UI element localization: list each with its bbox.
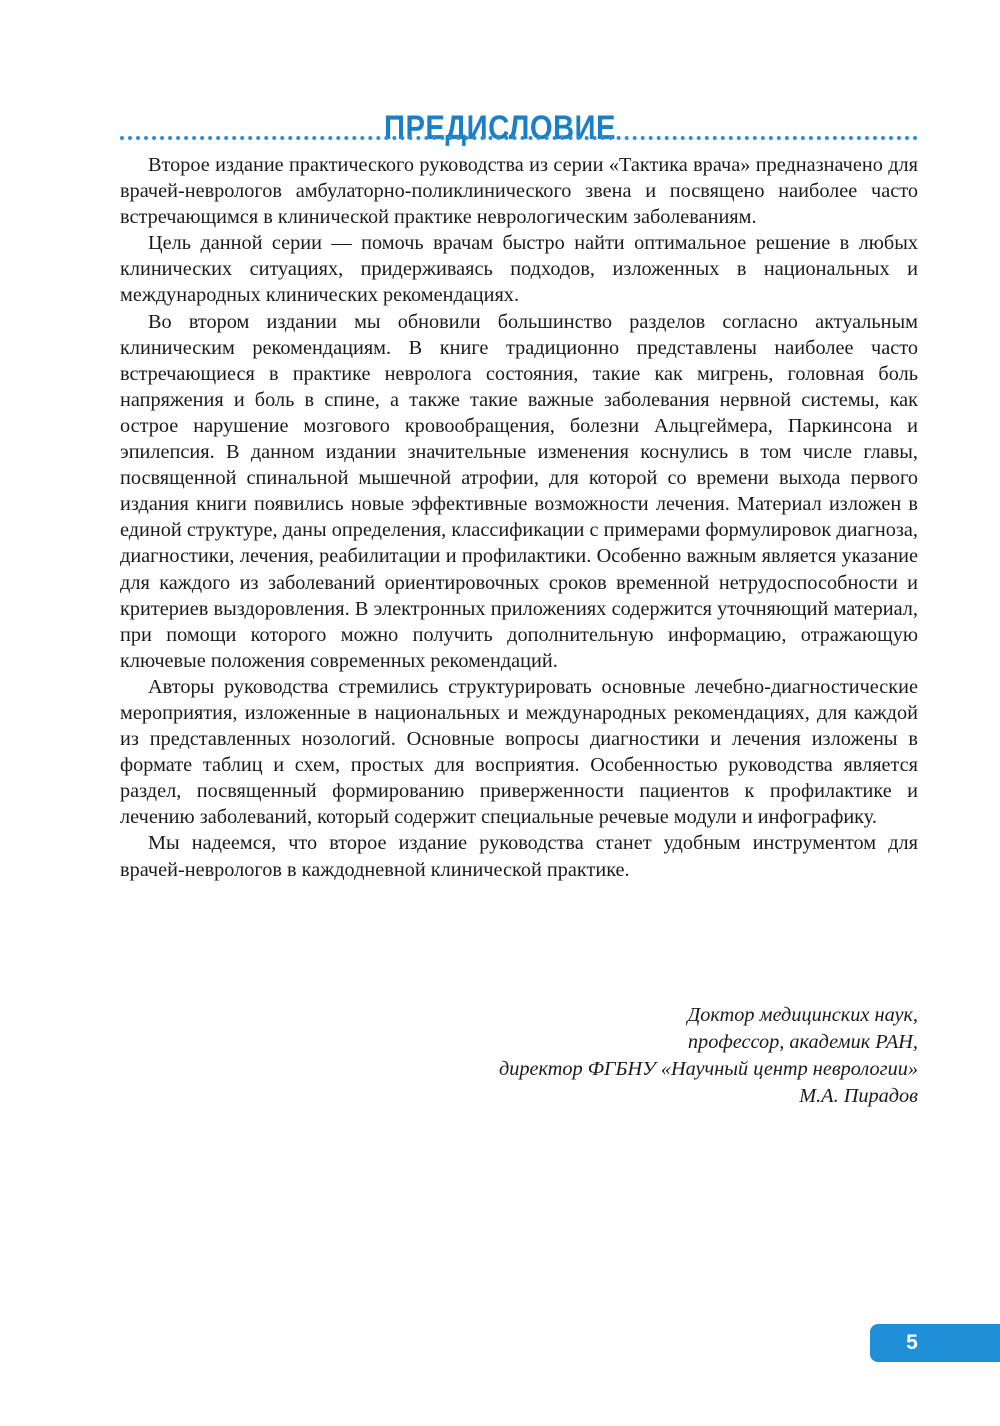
preface-body xyxy=(120,152,918,883)
paragraph-5: Мы надеемся, что второе издание руководства станет удобным инструментом для врачей-неврологов в каждодневной клинической практике. xyxy=(120,832,918,881)
title-dotted-divider xyxy=(120,136,918,140)
author-signature xyxy=(499,1002,918,1110)
paragraph-3: Во втором издании мы обновили большинство разделов согласно актуальным клиническим рекомендациям. В книге традиционно представлены наиболее часто встречающиеся в практике невролога состояния, такие как мигрень, головная боль напряжения и боль в спине, а также такие важные заболевания нервной системы, как острое нарушение мозгового кровообращения, болезни Альцгеймера, Паркинсона и эпилепсия. В данном издании значительные изменения коснулись в том числе главы, посвященной спинальной мышечной атрофии, для которой со времени выхода первого издания книги появились новые эффективные возможности лечения. Материал изложен в единой структуре, даны определения, классификации с примерами формулировок диагноза, диагностики, лечения, реабилитации и профилактики. Особенно важным является указание для каждого из заболеваний ориентировочных сроков временной нетрудоспособности и критериев выздоровления. В электронных приложениях содержится уточняющий материал, при помощи которого можно получить дополнительную информацию, отражающую ключевые положения современных рекомендаций. xyxy=(120,310,918,672)
paragraph-1: Второе издание практического руководства из серии «Тактика врача» предназначено для врачей-неврологов амбулаторно-поликлинического звена и посвящено наиболее часто встречающимся в клинической практике неврологическим заболеваниям. xyxy=(120,154,918,229)
signature-degree: Доктор медицинских наук, xyxy=(687,1004,918,1026)
signature-position: директор ФГБНУ «Научный центр неврологии» xyxy=(498,1058,918,1080)
signature-title: профессор, академик РАН, xyxy=(687,1031,918,1053)
paragraph-2: Цель данной серии — помочь врачам быстро найти оптимальное решение в любых клинических ситуациях, придерживаясь подходов, изложенных в национальных и международных клинических рекомендациях. xyxy=(120,232,918,307)
signature-name: М.А. Пирадов xyxy=(799,1085,918,1107)
page-number-tab xyxy=(870,1324,1000,1362)
page-title: ПРЕДИСЛОВИЕ xyxy=(384,108,616,147)
page-number: 5 xyxy=(906,1331,918,1354)
paragraph-4: Авторы руководства стремились структурировать основные лечебно-диагностические мероприятия, изложенные в национальных и международных рекомендациях, для каждой из представленных нозологий. Основные вопросы диагностики и лечения изложены в формате таблиц и схем, простых для восприятия. Особенностью руководства является раздел, посвященный формированию приверженности пациентов к профилактике и лечению заболеваний, который содержит специальные речевые модули и инфографику. xyxy=(120,675,918,829)
